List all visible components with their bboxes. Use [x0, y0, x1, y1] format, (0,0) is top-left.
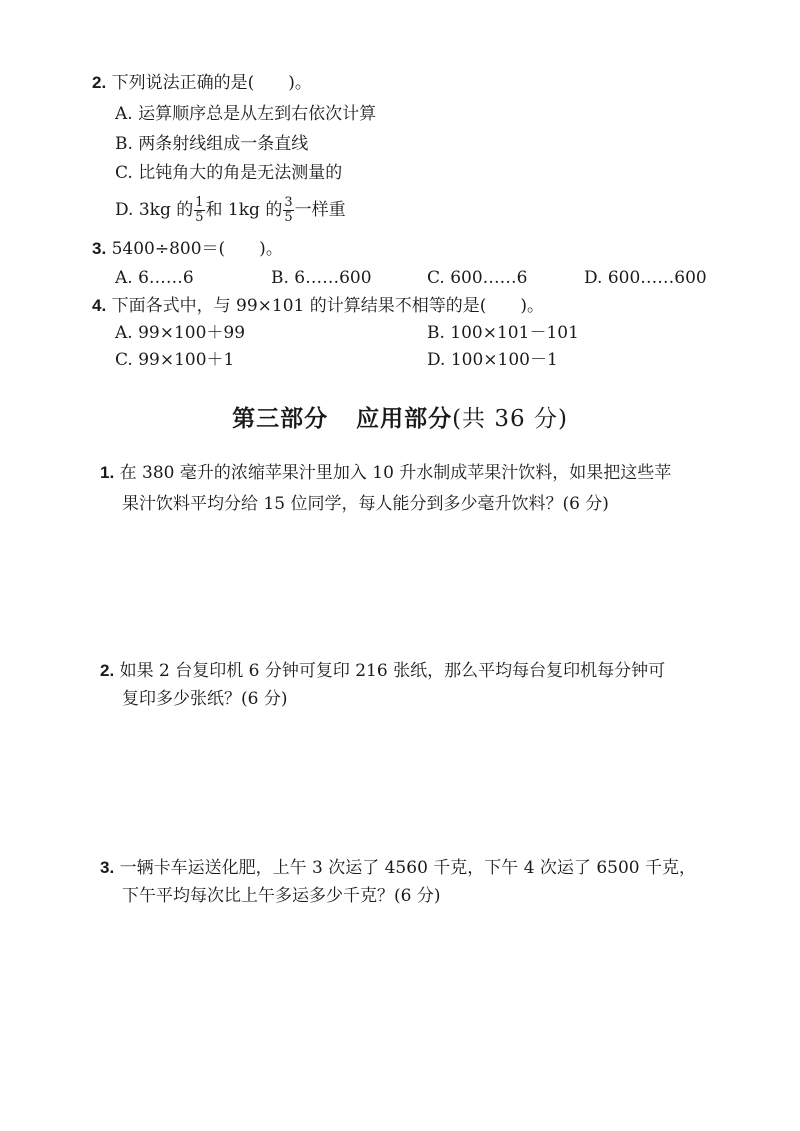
question-text: 如果 2 台复印机 6 分钟可复印 216 张纸，那么平均每台复印机每分钟可 — [119, 661, 666, 681]
question-number: 3. — [100, 858, 115, 877]
question-text: 5400÷800＝( )。 — [111, 239, 283, 259]
q3-option-b: B. 6……600 — [271, 268, 372, 288]
section-score: (共 36 分) — [452, 406, 568, 432]
question-text: 一辆卡车运送化肥，上午 3 次运了 4560 千克，下午 4 次运了 6500 千克， — [119, 858, 696, 878]
q4-option-d: D. 100×100－1 — [427, 350, 558, 370]
question-text: 下列说法正确的是( )。 — [111, 73, 312, 93]
section-title-name: 应用部分 — [356, 405, 453, 432]
question-number: 1. — [100, 463, 115, 482]
option-d-prefix: D. 3kg 的 — [115, 200, 194, 220]
q2-option-c: C. 比钝角大的角是无法测量的 — [115, 163, 343, 183]
section-title-part: 第三部分 — [232, 405, 329, 432]
app-question-3-line2: 下午平均每次比上午多运多少千克？(6 分) — [122, 886, 441, 906]
app-question-1-line1 — [100, 462, 671, 484]
q2-option-d — [115, 196, 346, 225]
question-number: 2. — [92, 73, 107, 92]
question-text: 在 380 毫升的浓缩苹果汁里加入 10 升水制成苹果汁饮料，如果把这些苹 — [119, 463, 672, 483]
fraction-one-fifth — [194, 196, 204, 225]
q4-option-c: C. 99×100＋1 — [115, 350, 235, 370]
option-d-suffix: 一样重 — [294, 200, 346, 220]
app-question-3-line1 — [100, 857, 696, 879]
question-text: 下面各式中，与 99×101 的计算结果不相等的是( )。 — [111, 296, 544, 316]
q4-option-b: B. 100×101－101 — [427, 323, 579, 343]
question-2-stem — [92, 72, 312, 94]
section-title — [0, 400, 800, 433]
fraction-numerator: 3 — [284, 195, 293, 210]
q3-option-c: C. 600……6 — [427, 268, 528, 288]
app-question-2-line2: 复印多少张纸？(6 分) — [122, 689, 288, 709]
fraction-numerator: 1 — [195, 195, 204, 210]
question-number: 4. — [92, 296, 107, 315]
app-question-2-line1 — [100, 660, 665, 682]
question-3-stem — [92, 238, 283, 260]
option-d-middle: 和 1kg 的 — [205, 200, 283, 220]
q2-option-b: B. 两条射线组成一条直线 — [115, 134, 309, 154]
question-number: 3. — [92, 239, 107, 258]
q4-option-a: A. 99×100＋99 — [115, 323, 246, 343]
fraction-three-fifths — [283, 196, 293, 225]
question-4-stem — [92, 295, 544, 317]
app-question-1-line2: 果汁饮料平均分给 15 位同学，每人能分到多少毫升饮料？(6 分) — [122, 494, 609, 514]
question-number: 2. — [100, 661, 115, 680]
q3-option-d: D. 600……600 — [584, 268, 707, 288]
q3-option-a: A. 6……6 — [115, 268, 194, 288]
fraction-denominator: 5 — [195, 210, 204, 225]
q2-option-a: A. 运算顺序总是从左到右依次计算 — [115, 104, 377, 124]
fraction-denominator: 5 — [284, 210, 293, 225]
